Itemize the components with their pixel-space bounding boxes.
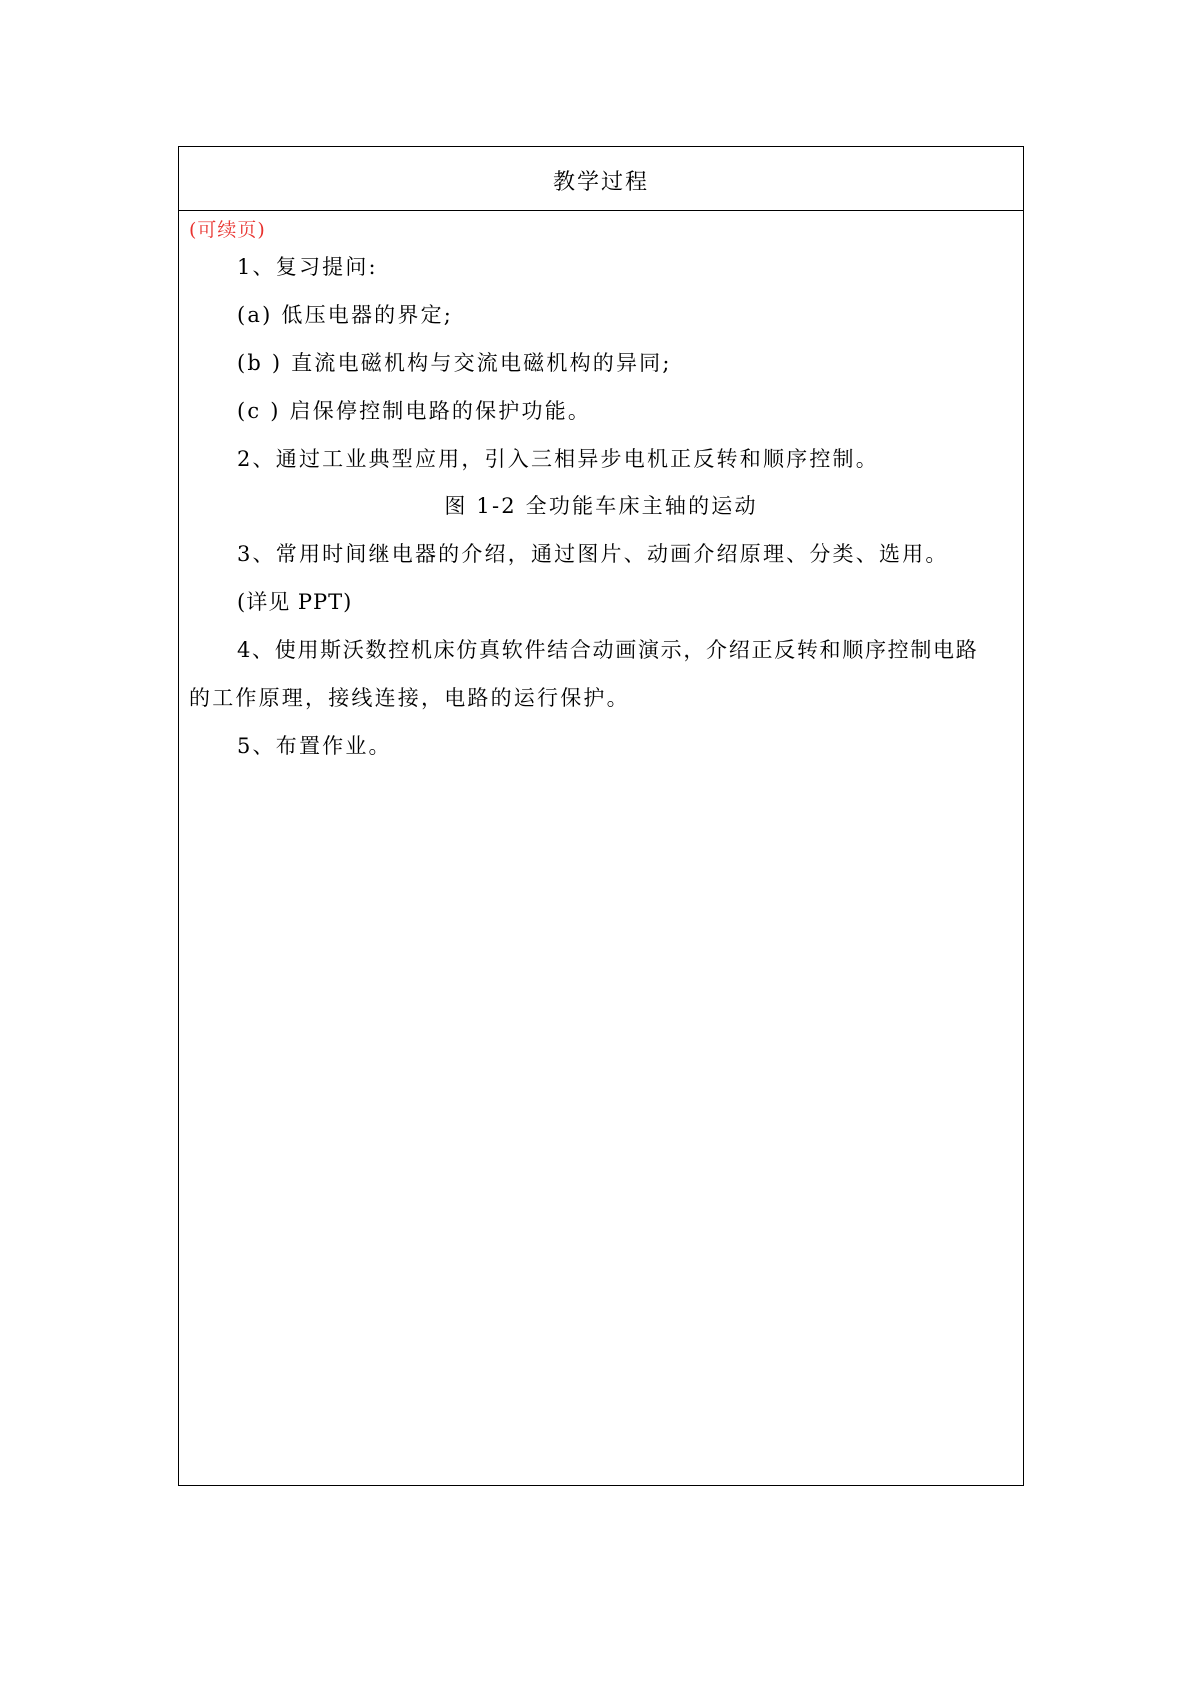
step-4-continuation: 的工作原理，接线连接，电路的运行保护。 <box>189 686 630 710</box>
review-item-a: (a) 低压电器的界定; <box>237 303 454 327</box>
teaching-process-table <box>178 146 1024 1486</box>
step-2-text: 2、通过工业典型应用，引入三相异步电机正反转和顺序控制。 <box>237 447 879 471</box>
ppt-note: (详见 PPT) <box>237 590 353 614</box>
table-header-row <box>179 147 1023 211</box>
continuation-note: (可续页) <box>189 219 266 241</box>
figure-caption: 图 1-2 全功能车床主轴的运动 <box>444 494 758 518</box>
table-body-cell <box>179 211 1023 1485</box>
review-question-heading: 1、复习提问: <box>237 255 378 279</box>
step-5-text: 5、布置作业。 <box>237 734 392 758</box>
review-item-b: (b ) 直流电磁机构与交流电磁机构的异同; <box>237 351 672 375</box>
table-header-title: 教学过程 <box>552 170 649 195</box>
step-3-text: 3、常用时间继电器的介绍，通过图片、动画介绍原理、分类、选用。 <box>237 542 949 566</box>
step-4-text: 4、使用斯沃数控机床仿真软件结合动画演示，介绍正反转和顺序控制电路 <box>237 638 979 662</box>
review-item-c: (c ) 启保停控制电路的保护功能。 <box>237 399 592 423</box>
